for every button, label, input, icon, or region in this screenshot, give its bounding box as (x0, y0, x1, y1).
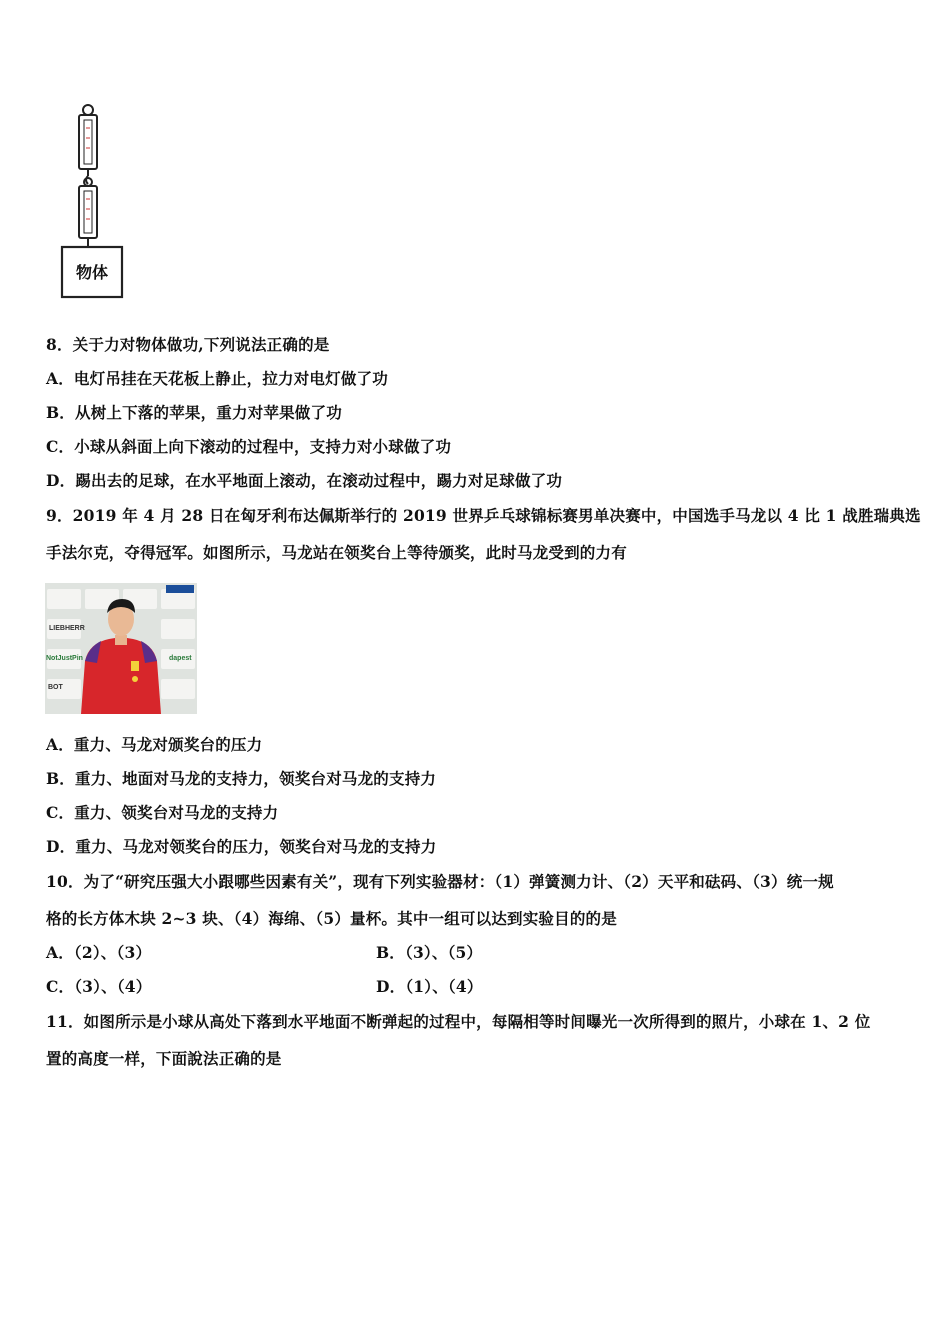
photo-tag-3: dapest (169, 655, 192, 662)
q11-stem-line1: 11．如图所示是小球从高处下落到水平地面不断弹起的过程中，每隔相等时间曝光一次所得到的照片，小球在 1、2 位 (46, 1012, 871, 1031)
q10-option-b: B．（3）、（5） (376, 943, 483, 962)
q10-stem-line1: 10．为了“研究压强大小跟哪些因素有关”，现有下列实验器材：（1）弹簧测力计、（2）天平和砝码、（3）统一规 (46, 872, 834, 891)
photo-tag-2: NotJustPin (46, 655, 83, 662)
photo-tag-4: BOT (48, 684, 63, 691)
photo-tag-1: LIEBHERR (49, 625, 85, 632)
object-box-label: 物体 (75, 263, 109, 282)
q10-option-d: D．（1）、（4） (376, 977, 483, 996)
q8-stem: 8．关于力对物体做功,下列说法正确的是 (46, 335, 330, 354)
spring-scale-figure (56, 102, 128, 302)
q9-option-b: B．重力、地面对马龙的支持力，领奖台对马龙的支持力 (46, 769, 437, 788)
q8-option-c: C．小球从斜面上向下滚动的过程中，支持力对小球做了功 (46, 437, 452, 456)
q9-option-a: A．重力、马龙对颁奖台的压力 (46, 735, 263, 754)
q8-option-d: D．踢出去的足球，在水平地面上滚动，在滚动过程中，踢力对足球做了功 (46, 471, 563, 490)
q9-option-d: D．重力、马龙对领奖台的压力，领奖台对马龙的支持力 (46, 837, 437, 856)
q10-stem-line2: 格的长方体木块 2~3 块、（4）海绵、（5）量杯。其中一组可以达到实验目的的是 (46, 909, 617, 928)
q11-stem-line2: 置的高度一样，下面說法正确的是 (46, 1049, 282, 1068)
athlete-figure (45, 583, 197, 714)
q8-option-b: B．从树上下落的苹果，重力对苹果做了功 (46, 403, 342, 422)
q9-stem-line2: 手法尔克，夺得冠军。如图所示，马龙站在领奖台上等待颁奖，此时马龙受到的力有 (46, 543, 627, 562)
q8-option-a: A．电灯吊挂在天花板上静止，拉力对电灯做了功 (46, 369, 388, 388)
q9-option-c: C．重力、领奖台对马龙的支持力 (46, 803, 279, 822)
q9-stem-line1: 9．2019 年 4 月 28 日在匈牙利布达佩斯举行的 2019 世界乒乓球锦标赛男单决赛中，中国选手马龙以 4 比 1 战胜瑞典选 (46, 506, 921, 525)
athlete-photo (45, 583, 197, 714)
q10-option-c: C．（3）、（4） (46, 977, 152, 996)
q10-option-a: A．（2）、（3） (46, 943, 152, 962)
